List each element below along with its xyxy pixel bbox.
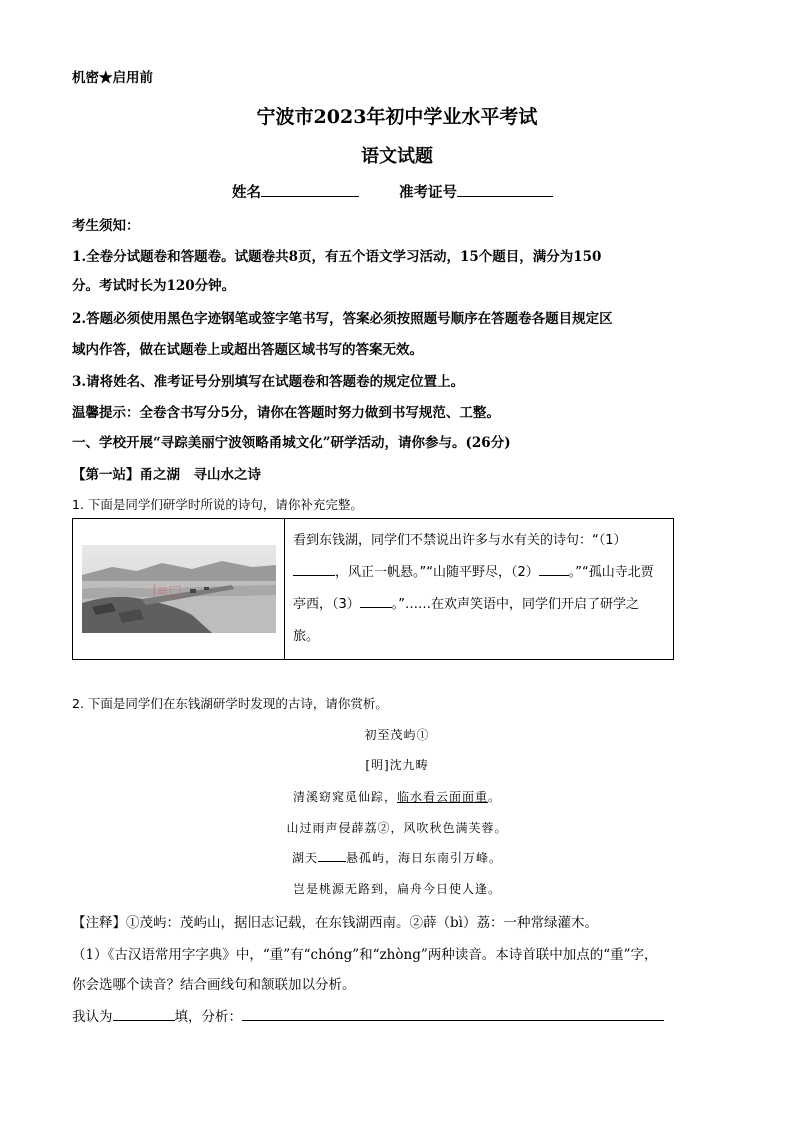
q2-sub1-line-a: （1）《古汉语常用字字典》中，“重”有“chóng”和“zhòng”两种读音。本诗首联中加点的“重”字， — [72, 947, 658, 963]
answer-blank-reading[interactable] — [113, 1006, 175, 1021]
notice-tip: 温馨提示：全卷含书写分5分，请你在答题时努力做到书写规范、工整。 — [72, 405, 500, 421]
notice-line-1a: 1.全卷分试题卷和答题卷。试题卷共8页，有五个语文学习活动，15个题目，满分为150 — [72, 249, 602, 265]
answer-label-b: 填，分析： — [174, 1009, 242, 1025]
notice-heading: 考生须知： — [72, 218, 140, 234]
notice-line-2a: 2.答题必须使用黑色字迹钢笔或签字笔书写，答案必须按照题号顺序在答题卷各题目规定区 — [72, 311, 613, 327]
q1-image-cell — [73, 519, 285, 660]
section1-heading: 一、学校开展“寻踪美丽宁波领略甬城文化”研学活动，请你参与。(26分) — [72, 435, 511, 451]
name-field[interactable] — [232, 181, 359, 202]
q2-answer-row — [72, 1005, 664, 1025]
poem-line-1-c: 。 — [488, 790, 502, 804]
subject-title: 语文试题 — [361, 146, 433, 167]
q1-blank-2[interactable] — [539, 561, 569, 576]
poem-line-1-a: 清溪窈窕觅仙踪， — [292, 790, 397, 804]
q2-prompt: 2. 下面是同学们在东钱湖研学时发现的古诗，请你赏析。 — [72, 696, 388, 711]
poem-line-4: 岂是桃源无路到，扁舟今日使人逢。 — [292, 882, 501, 896]
answer-blank-analysis[interactable] — [242, 1006, 664, 1021]
q1-blank-1[interactable] — [293, 561, 335, 576]
q1-text-cell — [285, 519, 674, 660]
answer-label-a: 我认为 — [72, 1009, 113, 1025]
exam-id-label: 准考证号 — [399, 184, 457, 201]
q1-text-part-2: ，风正一帆悬。”“山随平野尽，（2） — [335, 565, 539, 580]
notice-line-2b: 域内作答，做在试题卷上或超出答题区域书写的答案无效。 — [72, 342, 423, 358]
poem-line-1 — [0, 788, 794, 805]
q1-text-part-4: 。”……在欢声笑语中，同学们开启了研学之旅。 — [293, 597, 640, 644]
lake-photo — [82, 545, 276, 633]
q1-blank-3[interactable] — [360, 593, 392, 608]
poem-title: 初至茂屿① — [364, 728, 430, 742]
poem-line-3 — [0, 849, 794, 866]
name-label: 姓名 — [232, 184, 261, 201]
exam-id-field[interactable] — [399, 181, 553, 202]
q1-text-part-1: 看到东钱湖，同学们不禁说出许多与水有关的诗句：“（1） — [293, 533, 627, 548]
q1-prompt: 1. 下面是同学们研学时所说的诗句，请你补充完整。 — [72, 497, 363, 512]
exam-title: 宁波市2023年初中学业水平考试 — [256, 106, 538, 128]
poem-line-3-b: 悬孤屿，海日东南引万峰。 — [346, 851, 503, 865]
q2-sub1-line-b: 你会选哪个读音？结合画线句和颔联加以分析。 — [72, 977, 356, 993]
svg-text:|≡□: |≡□ — [151, 583, 182, 599]
station1-heading: 【第一站】甬之湖 寻山水之诗 — [72, 467, 261, 483]
exam-id-blank[interactable] — [457, 182, 553, 197]
classification-label: 机密★启用前 — [72, 70, 153, 86]
poem-author: [明]沈九畴 — [365, 758, 429, 772]
poem-blank[interactable] — [318, 849, 346, 862]
poem-notes: 【注释】①茂屿：茂屿山，据旧志记载，在东钱湖西南。②薜（bì）荔：一种常绿灌木。 — [72, 915, 598, 931]
name-blank[interactable] — [261, 182, 359, 197]
notice-line-3: 3.请将姓名、准考证号分别填写在试题卷和答题卷的规定位置上。 — [72, 374, 465, 390]
poem-line-2: 山过雨声侵薜荔②，风吹秋色满芙蓉。 — [286, 821, 508, 835]
poem-line-3-a: 湖天 — [291, 851, 318, 865]
q1-text-part-3: 。”“孤山寺北贾亭西，（3） — [293, 565, 654, 612]
notice-line-1b: 分。考试时长为120分钟。 — [72, 278, 236, 294]
poem-line-1-underlined: 临水看云面面重 — [396, 790, 488, 804]
q1-table — [72, 518, 674, 660]
